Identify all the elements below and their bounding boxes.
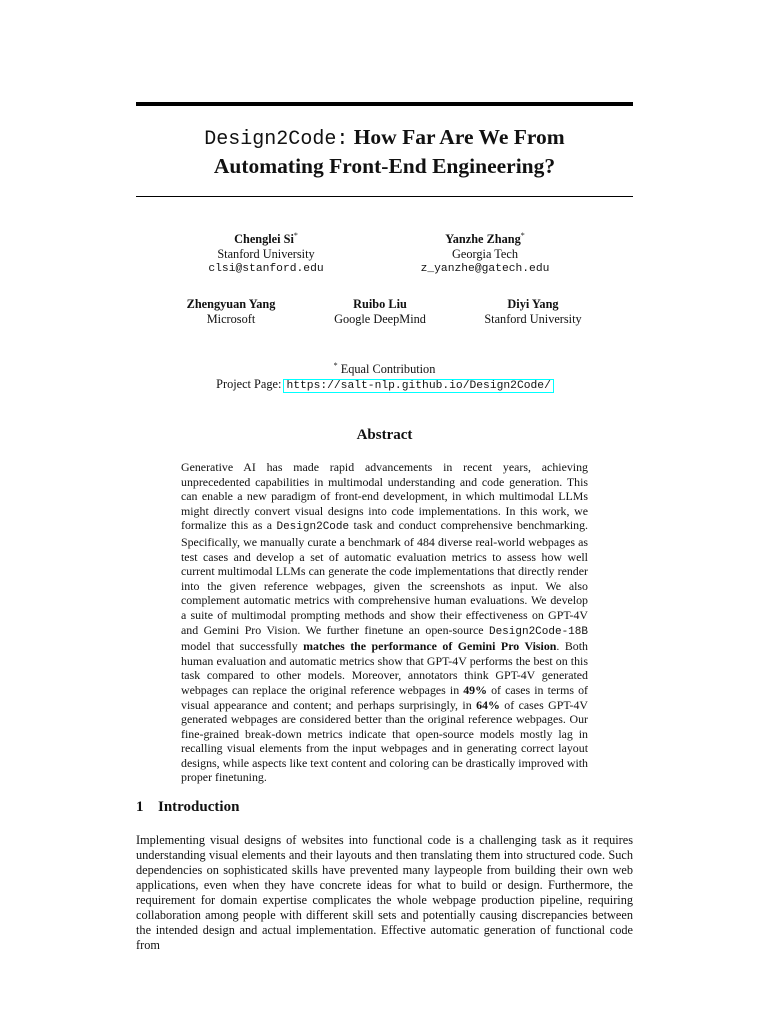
title-rest: How Far Are We From xyxy=(353,125,565,149)
section-heading xyxy=(136,799,239,816)
author-name: Yanzhe Zhang xyxy=(445,232,521,246)
equal-contribution-note xyxy=(136,362,633,377)
author-name: Chenglei Si xyxy=(234,232,294,246)
abstract-text: task and conduct comprehensive benchmarking. Specifically, we manually curate a benchmark of 484 diverse real-world webpages as test cases and develop a set of automatic evaluation metrics to assess how well current multimodal LLMs can generate the code implementations that directly render into the given reference webpages, given the screenshots as input. We also complement automatic metrics with comprehensive human evaluations. We develop a suite of multimodal prompting methods and show their effectiveness on GPT-4V and Gemini Pro Vision. We further finetune an open-source xyxy=(181,518,588,637)
abstract-text: model that successfully xyxy=(181,639,304,654)
author-block xyxy=(196,232,336,277)
abstract-bold: matches the performance of Gemini Pro Vision xyxy=(303,639,557,654)
equal-mark: * xyxy=(293,230,298,240)
author-block xyxy=(410,232,560,277)
abstract-text: of cases in terms of visual appearance and content; and perhaps surprisingly, in xyxy=(181,682,588,712)
author-affiliation: Stanford University xyxy=(484,312,582,326)
abstract-text: . Both human evaluation and automatic metrics show that GPT-4V performs the best on this task compared to other models. Moreover, annotators think GPT-4V generated webpages can replace the original reference webpages in xyxy=(181,639,588,697)
title-mono: Design2Code: xyxy=(204,128,349,151)
author-affiliation: Stanford University xyxy=(217,247,315,261)
project-page-link[interactable]: https://salt-nlp.github.io/Design2Code/ xyxy=(286,380,551,392)
section-title: Introduction xyxy=(158,799,240,815)
section-number: 1 xyxy=(136,799,144,815)
author-email: z_yanzhe@gatech.edu xyxy=(420,263,550,275)
abstract-heading: Abstract xyxy=(356,427,413,443)
top-rule xyxy=(136,102,633,106)
project-page-label: Project Page: xyxy=(216,377,285,391)
author-affiliation: Microsoft xyxy=(206,312,256,326)
paper-title xyxy=(136,124,633,180)
author-name: Diyi Yang xyxy=(507,297,559,311)
abstract-body xyxy=(181,460,588,785)
title-bottom-rule xyxy=(136,196,633,197)
author-name: Zhengyuan Yang xyxy=(186,297,276,311)
equal-mark: * xyxy=(333,360,338,370)
author-name: Ruibo Liu xyxy=(353,297,407,311)
project-page-line xyxy=(136,377,633,394)
title-line2: Automating Front-End Engineering? xyxy=(213,154,556,178)
abstract-bold: 49% xyxy=(463,682,488,697)
author-block xyxy=(166,297,296,327)
abstract-bold: 64% xyxy=(476,697,500,712)
author-email: clsi@stanford.edu xyxy=(208,263,324,275)
abstract-mono-term: Design2Code xyxy=(276,521,350,534)
author-block xyxy=(315,297,445,327)
author-affiliation: Google DeepMind xyxy=(334,312,426,326)
equal-contribution-text: Equal Contribution xyxy=(337,362,436,376)
author-block xyxy=(468,297,598,327)
equal-mark: * xyxy=(520,230,525,240)
abstract-text: of cases GPT-4V generated webpages are considered better than the original reference webpages. Our fine-grained break-down metrics indicate that open-source models mostly lag in recalling visual elements from the input webpages and in generating correct layout designs, while aspects like text content and coloring can be drastically improved with proper finetuning. xyxy=(181,697,588,785)
introduction-paragraph: Implementing visual designs of websites into functional code is a challenging task as it requires understanding visual elements and their layouts and then translating them into structured code. Such dependencies on sophisticated skills have prevented many laypeople from building their own web applications, even when they have concrete ideas for what to build or design. Furthermore, the requirement for domain expertise complicates the whole webpage production pipeline, requiring collaboration among people with different skill sets and potentially causing discrepancies between the intended design and actual implementation. Effective automatic generation of functional code from xyxy=(136,833,633,952)
abstract-text: Generative AI has made rapid advancements in recent years, achieving unprecedented capabilities in multimodal understanding and code generation. This can enable a new paradigm of front-end development, in which multimodal LLMs might directly convert visual designs into code implementations. In this work, we formalize this as a xyxy=(181,460,588,533)
author-affiliation: Georgia Tech xyxy=(452,247,518,261)
abstract-mono-term: Design2Code-18B xyxy=(488,625,588,638)
